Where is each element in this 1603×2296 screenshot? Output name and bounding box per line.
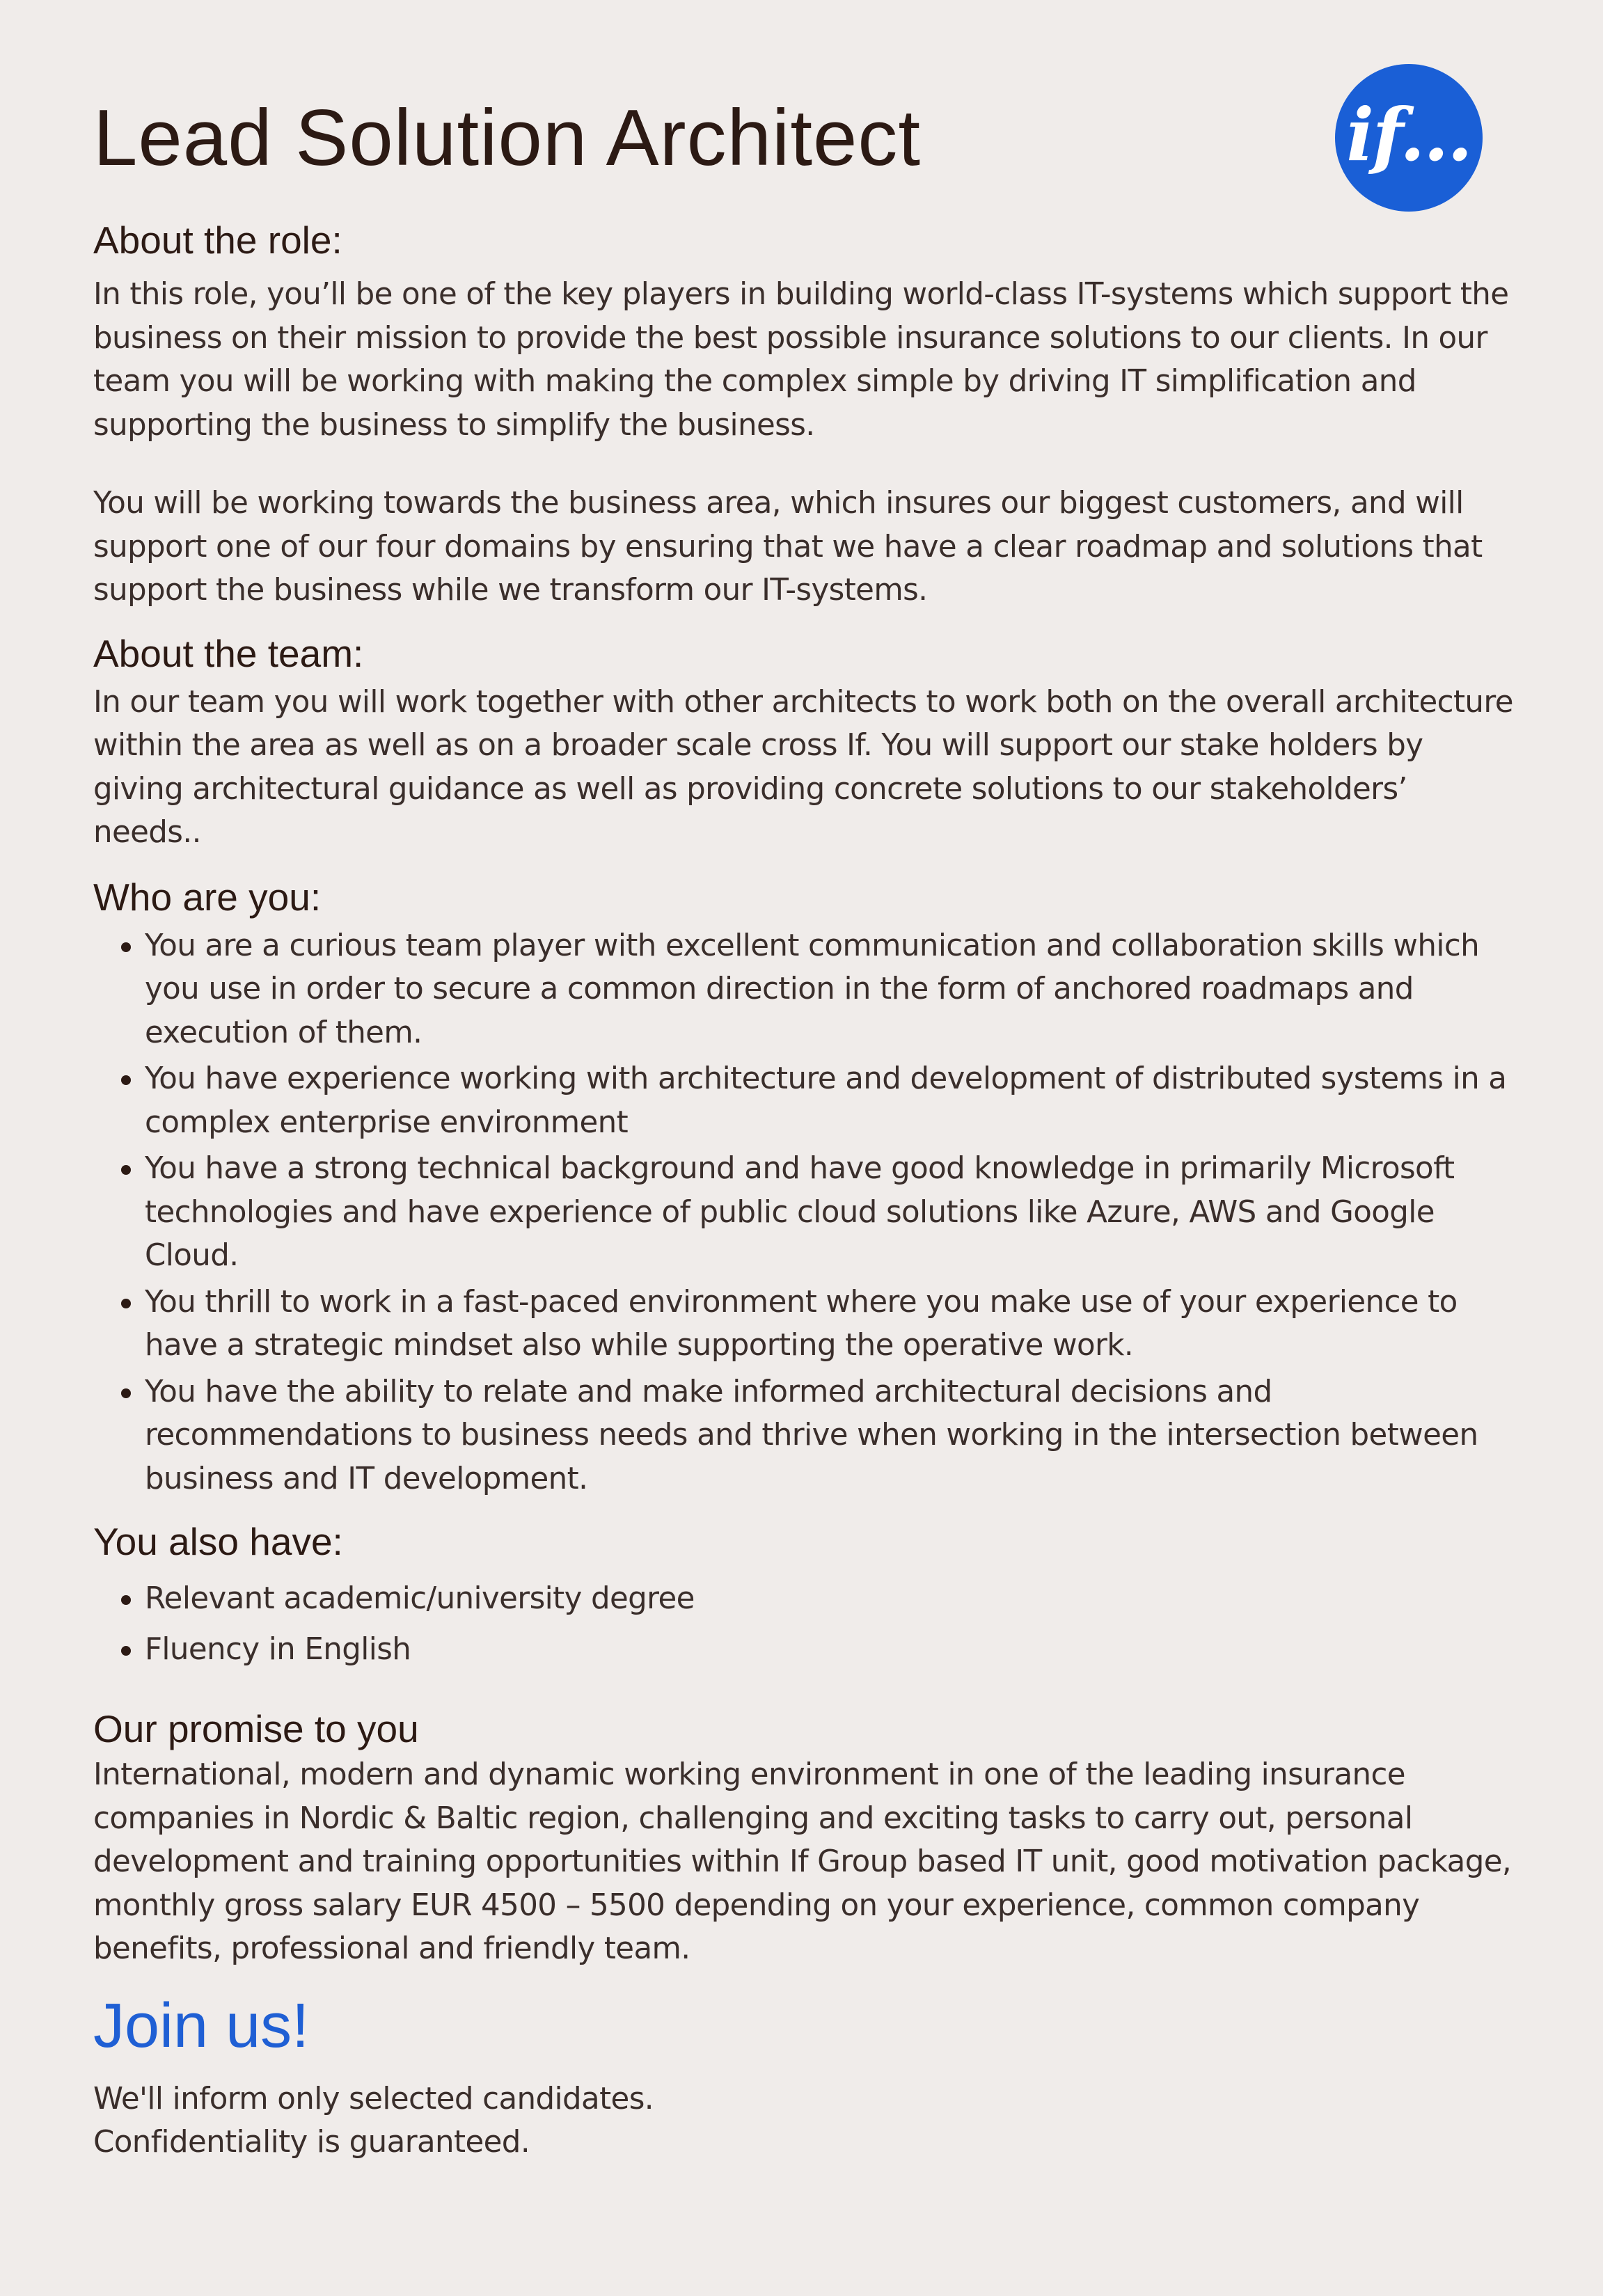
list-item: You have the ability to relate and make informed architectural decisions and recommendations to business needs and thrive when working in the intersection between business and IT development. bbox=[93, 1370, 1513, 1501]
also-have-section bbox=[93, 1519, 1513, 1671]
about-role-paragraph-1: In this role, you’ll be one of the key players in building world-class IT-systems which support the business on their mission to provide the best possible insurance solutions to our clients. In our team you will be working with making the complex simple by driving IT simplification and supporting the business to simplify the business. bbox=[93, 277, 1509, 443]
list-item: Relevant academic/university degree bbox=[93, 1577, 1513, 1621]
join-heading: Join us! bbox=[93, 1990, 310, 2061]
list-item: You are a curious team player with excellent communication and collaboration skills which you use in order to secure a common direction in the form of anchored roadmaps and execution of them. bbox=[93, 924, 1513, 1055]
list-item: You thrill to work in a fast-paced environment where you make use of your experience to have a strategic mindset also while supporting the operative work. bbox=[93, 1281, 1513, 1368]
who-are-you-heading: Who are you: bbox=[93, 875, 322, 919]
join-line-1: We'll inform only selected candidates. bbox=[93, 2081, 654, 2116]
if-logo-text: if... bbox=[1346, 92, 1471, 177]
join-line-2: Confidentiality is guaranteed. bbox=[93, 2125, 530, 2160]
promise-heading: Our promise to you bbox=[93, 1707, 419, 1750]
about-team-section bbox=[93, 631, 1513, 855]
also-have-heading: You also have: bbox=[93, 1520, 343, 1563]
page-title: Lead Solution Architect bbox=[93, 94, 922, 182]
list-item: Fluency in English bbox=[93, 1628, 1513, 1672]
promise-section bbox=[93, 1706, 1513, 1971]
about-role-section bbox=[93, 217, 1513, 612]
main-content bbox=[93, 217, 1513, 2164]
who-are-you-section bbox=[93, 874, 1513, 1501]
if-logo bbox=[1335, 64, 1483, 212]
promise-text: International, modern and dynamic working environment in one of the leading insurance companies in Nordic & Baltic region, challenging and exciting tasks to carry out, personal development and training opportunities within If Group based IT unit, good motivation package, monthly gross salary EUR 4500 – 5500 depending on your experience, common company benefits, professional and friendly team. bbox=[93, 1757, 1512, 1966]
list-item: You have a strong technical background and have good knowledge in primarily Microsoft technologies and have experience of public cloud solutions like Azure, AWS and Google Cloud. bbox=[93, 1147, 1513, 1278]
about-role-heading: About the role: bbox=[93, 219, 342, 262]
about-team-heading: About the team: bbox=[93, 631, 364, 675]
who-are-you-list bbox=[93, 924, 1513, 1501]
list-item: You have experience working with architecture and development of distributed systems in a complex enterprise environment bbox=[93, 1057, 1513, 1144]
also-have-list bbox=[93, 1577, 1513, 1671]
about-team-text: In our team you will work together with other architects to work both on the overall architecture within the area as well as on a broader scale cross If. You will support our stake holders by giving architectural guidance as well as providing concrete solutions to our stakeholders’ needs.. bbox=[93, 684, 1513, 850]
about-role-paragraph-2: You will be working towards the business area, which insures our biggest customers, and will support one of our four domains by ensuring that we have a clear roadmap and solutions that support the business while we transform our IT-systems. bbox=[93, 486, 1483, 608]
join-section bbox=[93, 1992, 1513, 2164]
